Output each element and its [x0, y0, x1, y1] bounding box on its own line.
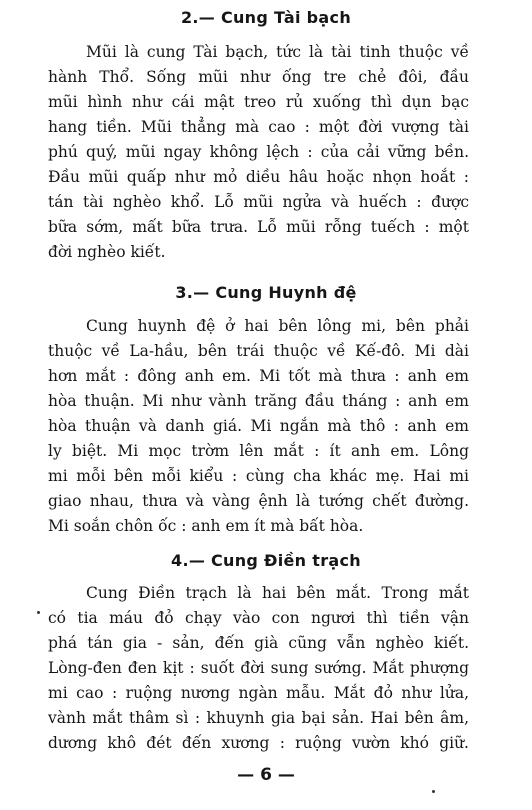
- text-line: mũi hình như cái mật treo rủ xuống thì dụn bạc: [48, 93, 469, 111]
- text-line: Mũi là cung Tài bạch, tức là tài tinh thuộc về: [86, 43, 469, 61]
- text-line: vành mắt thâm sì : khuynh gia bại sản. Hai bên âm,: [48, 709, 469, 727]
- text-line: Cung Điền trạch là hai bên mắt. Trong mắt: [86, 584, 469, 602]
- text-line: thuộc về La-hầu, bên trái thuộc về Kế-đô. Mi dài: [48, 342, 469, 360]
- text-line: giao nhau, thưa và vàng ệnh là tướng chết đường.: [48, 492, 469, 510]
- section-heading-huynh-de: 3.— Cung Huynh đệ: [175, 283, 357, 302]
- text-line: Đầu mũi quấp như mỏ diều hâu hoặc nhọn hoắt :: [48, 168, 469, 186]
- text-line: Lòng-đen đen kịt : suốt đời sung sướng. Mắt phượng: [48, 659, 469, 677]
- text-line: đời nghèo kiết.: [48, 243, 166, 261]
- text-line: hang tiền. Mũi thẳng mà cao : một đời vượng tài: [48, 118, 469, 136]
- text-line: Mi soắn chôn ốc : anh em ít mà bất hòa.: [48, 517, 364, 535]
- text-line: có tia máu đỏ chạy vào con ngươi thì tiền vận: [48, 609, 469, 627]
- text-line: hòa thuận và danh giá. Mi ngắn mà thô : anh em: [48, 417, 469, 435]
- text-line: dương khô đét đến xương : ruộng vườn khó giữ.: [48, 734, 469, 752]
- scan-speck: [432, 790, 435, 793]
- text-line: phú quý, mũi ngay không lệch : của cải vững bền.: [48, 143, 469, 161]
- section-heading-dien-trach: 4.— Cung Điền trạch: [171, 551, 361, 570]
- text-line: mi cao : ruộng nương ngàn mẫu. Mắt đỏ như lửa,: [48, 684, 469, 702]
- text-line: Cung huynh đệ ở hai bên lông mi, bên phải: [86, 317, 469, 335]
- text-line: hành Thổ. Sống mũi như ống tre chẻ đôi, đầu: [48, 68, 469, 86]
- text-line: mi mỗi bên mỗi kiểu : cùng cha khác mẹ. Hai mi: [48, 467, 469, 485]
- text-line: hòa thuận. Mi như vành trăng đầu tháng : anh em: [48, 392, 469, 410]
- text-line: bữa sớm, mất bữa trưa. Lỗ mũi rỗng tuếch : một: [48, 218, 469, 236]
- section-heading-tai-bach: 2.— Cung Tài bạch: [180, 8, 352, 27]
- page-number: — 6 —: [237, 765, 295, 785]
- text-line: hơn mắt : đông anh em. Mi tốt mà thưa : anh em: [48, 367, 469, 385]
- text-line: ly biệt. Mi mọc trờm lên mắt : ít anh em. Lông: [48, 442, 469, 460]
- scan-speck: [37, 611, 40, 614]
- text-line: phá tán gia - sản, đến già cũng vẫn nghèo kiết.: [48, 634, 469, 652]
- text-line: tán tài nghèo khổ. Lỗ mũi ngửa và huếch : được: [48, 193, 469, 211]
